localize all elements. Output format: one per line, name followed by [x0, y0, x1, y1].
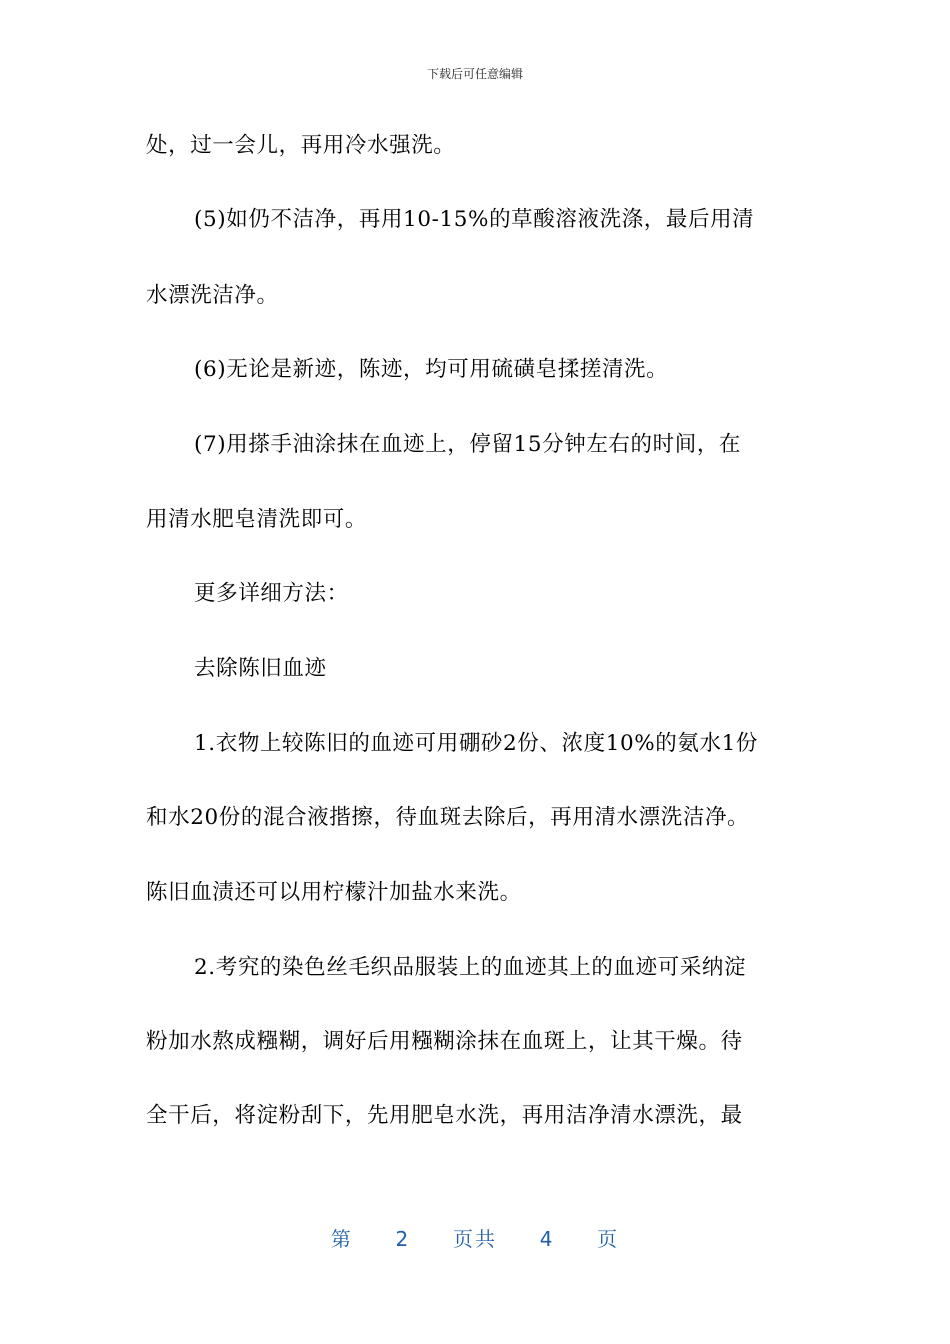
- body-line-6: 用清水肥皂清洗即可。: [146, 507, 368, 532]
- page-prefix: 第: [330, 1227, 353, 1251]
- page-footer: [0, 1226, 950, 1252]
- body-line-14: 全干后，将淀粉刮下，先用肥皂水洗，再用洁净清水漂洗，最: [146, 1103, 743, 1128]
- current-page-number: 2: [395, 1227, 411, 1251]
- page-mid: 页共: [453, 1227, 497, 1251]
- body-line-12: 2.考究的染色丝毛织品服装上的血迹其上的血迹可采纳淀: [194, 955, 747, 980]
- body-line-9: 1.衣物上较陈旧的血迹可用硼砂2份、浓度10%的氨水1份: [194, 731, 758, 756]
- body-line-2: (5)如仍不洁净，再用10-15%的草酸溶液洗涤，最后用清: [194, 207, 755, 232]
- body-line-5: (7)用搽手油涂抹在血迹上，停留15分钟左右的时间，在: [194, 432, 742, 457]
- body-line-10: 和水20份的混合液揩擦，待血斑去除后，再用清水漂洗洁净。: [146, 805, 750, 830]
- page-header: 下载后可任意编辑: [426, 67, 523, 81]
- body-line-7: 更多详细方法：: [194, 581, 349, 606]
- body-line-11: 陈旧血渍还可以用柠檬汁加盐水来洗。: [146, 880, 522, 905]
- page-suffix: 页: [597, 1227, 620, 1251]
- body-line-4: (6)无论是新迹，陈迹，均可用硫磺皂揉搓清洗。: [194, 357, 669, 382]
- body-line-8: 去除陈旧血迹: [194, 656, 327, 681]
- body-line-13: 粉加水熬成糨糊，调好后用糨糊涂抹在血斑上，让其干燥。待: [146, 1029, 743, 1054]
- total-pages-number: 4: [539, 1227, 555, 1251]
- body-line-1: 处，过一会儿，再用冷水强洗。: [146, 133, 456, 158]
- body-line-3: 水漂洗洁净。: [146, 283, 279, 308]
